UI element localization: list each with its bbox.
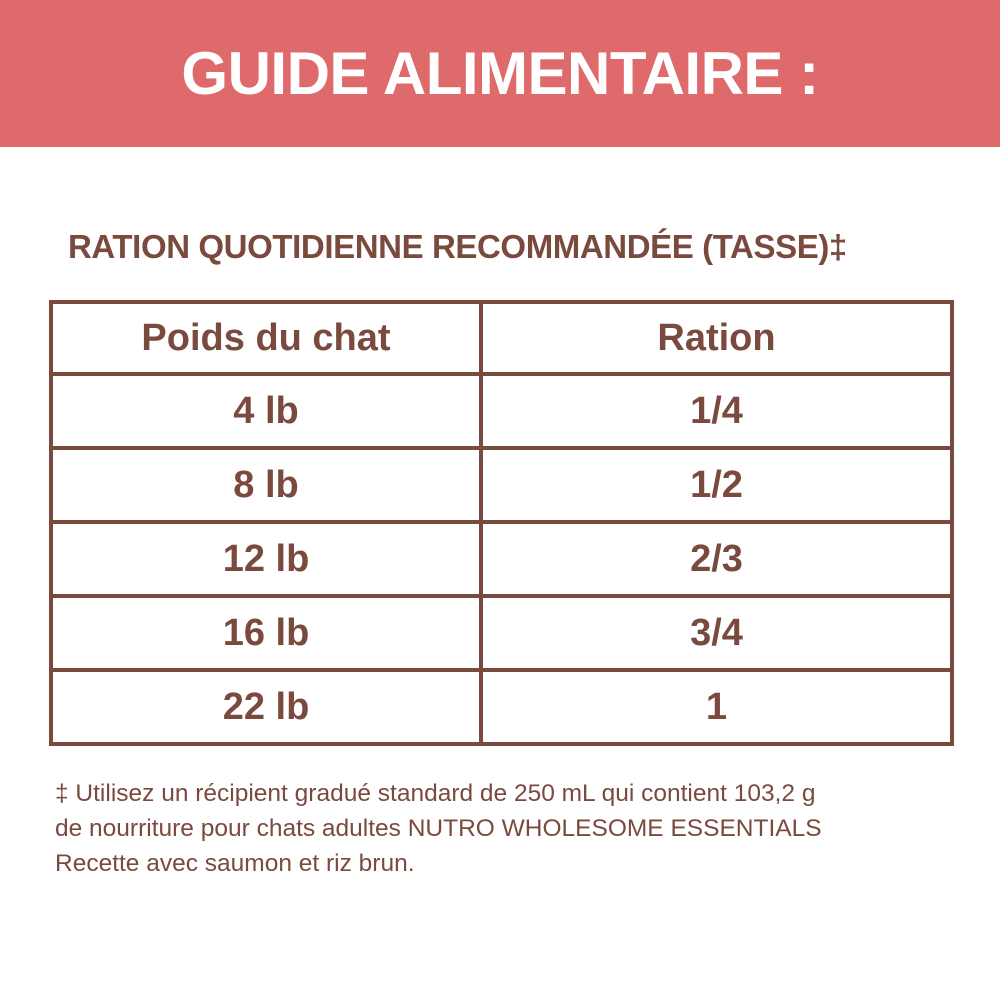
table-row [51, 448, 952, 522]
table-row [51, 670, 952, 744]
cat-weight-cell: 16 lb [51, 596, 481, 670]
ration-cell: 3/4 [481, 596, 952, 670]
header-ration: Ration [481, 302, 952, 374]
cat-weight-cell: 12 lb [51, 522, 481, 596]
ration-cell: 1/2 [481, 448, 952, 522]
header-cat-weight: Poids du chat [51, 302, 481, 374]
ration-cell: 1 [481, 670, 952, 744]
cat-weight-cell: 22 lb [51, 670, 481, 744]
cat-weight-cell: 8 lb [51, 448, 481, 522]
footnote [55, 776, 955, 881]
table-row [51, 522, 952, 596]
feeding-table [49, 300, 954, 746]
footnote-line: ‡ Utilisez un récipient gradué standard de 250 mL qui contient 103,2 g [55, 780, 816, 807]
page-title: GUIDE ALIMENTAIRE : [181, 40, 819, 107]
ration-cell: 2/3 [481, 522, 952, 596]
table-row [51, 374, 952, 448]
table-caption: RATION QUOTIDIENNE RECOMMANDÉE (TASSE)‡ [68, 228, 847, 265]
cat-weight-cell: 4 lb [51, 374, 481, 448]
title-banner [0, 0, 1000, 147]
table-row [51, 596, 952, 670]
ration-cell: 1/4 [481, 374, 952, 448]
footnote-line: Recette avec saumon et riz brun. [55, 850, 415, 877]
table-header-row [51, 302, 952, 374]
footnote-line: de nourriture pour chats adultes NUTRO WHOLESOME ESSENTIALS [55, 815, 822, 842]
